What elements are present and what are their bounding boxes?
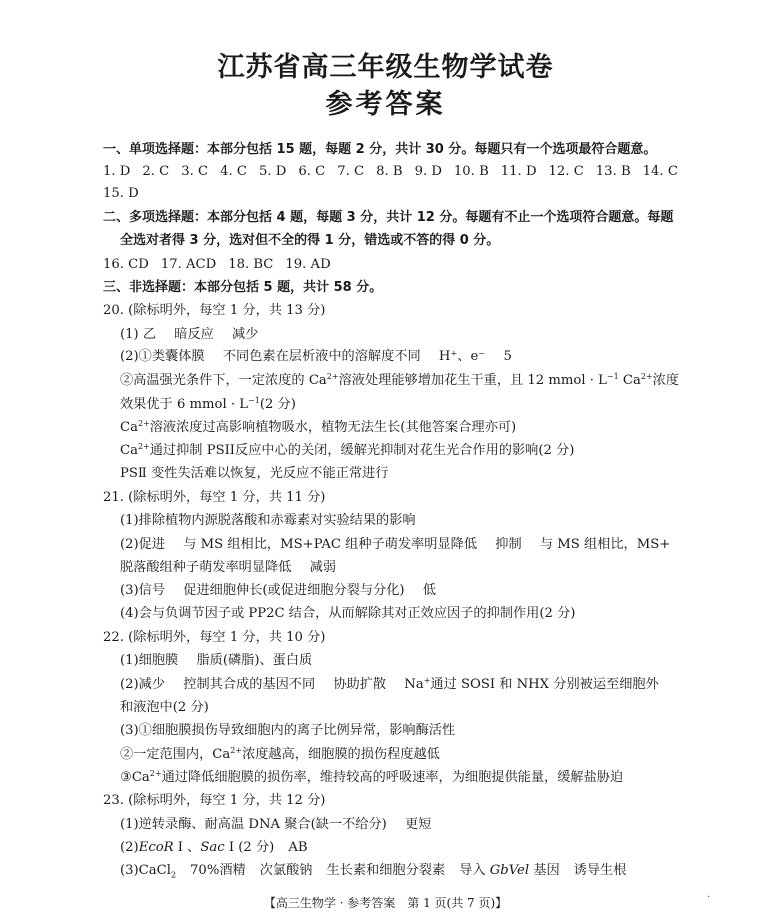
q22-p2-c: 协助扩散 xyxy=(333,677,387,692)
q21-p3-b: 促进细胞伸长(或促进细胞分裂与分化) xyxy=(183,583,405,598)
q20-p3-text: 溶液浓度过高影响植物吸水，植物无法生长(其他答案合理亦可) xyxy=(149,420,517,435)
q23-p2-prefix: (2) xyxy=(120,840,139,855)
answer-item: 5. D xyxy=(258,164,287,179)
answer-item: 6. C xyxy=(298,164,326,179)
answer-item: 19. AD xyxy=(285,257,331,272)
page-subtitle: 参考答案 xyxy=(325,89,446,120)
q21-p2-f: 减弱 xyxy=(309,560,337,575)
answer-item: 16. CD xyxy=(103,257,149,272)
answer-item: 1. D xyxy=(103,164,131,179)
q22-part2-line1 xyxy=(120,675,659,695)
q20-p2b-text-b: 溶液处理能够增加花生干重，且 12 mmol · L xyxy=(338,373,607,388)
q20-p2-d: 5 xyxy=(503,349,512,364)
section1-heading: 一、单项选择题：本部分包括 15 题，每题 2 分，共计 30 分。每题只有一个选项最符合题意。 xyxy=(103,142,657,157)
q20-p1-b: 暗反应 xyxy=(174,327,214,342)
q23-p1-a: (1)逆转录酶、耐高温 DNA 聚合(缺一不给分) xyxy=(120,817,387,832)
q22-p2-a: (2)减少 xyxy=(120,677,166,692)
q22-part3: (3)①细胞膜损伤导致细胞内的离子比例异常，影响酶活性 xyxy=(120,723,456,738)
q23-p1-b: 更短 xyxy=(405,817,432,832)
q20-p4-ion: Ca xyxy=(120,443,138,458)
answer-item: 7. C xyxy=(337,164,365,179)
q21-header: 21. (除标明外，每空 1 分，共 11 分) xyxy=(103,490,326,505)
q20-p2b-text-d: 浓度 xyxy=(652,373,679,388)
answer-item: 2. C xyxy=(142,164,170,179)
q23-p2-roman1: Ⅰ 、 xyxy=(173,840,201,855)
subscript: 2 xyxy=(170,870,177,880)
q23-part1 xyxy=(120,815,431,835)
answer-item: 3. C xyxy=(181,164,209,179)
q21-part1: (1)排除植物内源脱落酸和赤霉素对实验结果的影响 xyxy=(120,513,416,528)
answer-item: 13. B xyxy=(595,164,631,179)
q21-part2-line2 xyxy=(120,558,336,578)
q21-part2-line1 xyxy=(120,535,670,555)
answer-item: 17. ACD xyxy=(160,257,217,272)
superscript: + xyxy=(423,676,431,685)
superscript: 2+ xyxy=(137,442,150,451)
q20-p2b-text-a: ②高温强光条件下，一定浓度的 Ca xyxy=(120,373,327,388)
answer-item: 11. D xyxy=(500,164,537,179)
q22-p2-d: Na xyxy=(404,677,424,692)
q20-p4-text: 通过抑制 PSII反应中心的关闭，缓解光抑制对花生光合作用的影响(2 分) xyxy=(149,443,575,458)
q21-p2-b: 与 MS 组相比，MS+PAC 组种子萌发率明显降低 xyxy=(183,537,478,552)
section2-answers xyxy=(103,255,343,275)
q23-header: 23. (除标明外，每空 1 分，共 12 分) xyxy=(103,793,326,808)
q22-p3c-text-a: ③Ca xyxy=(120,770,150,785)
q23-p2-answer: AB xyxy=(288,840,308,855)
q20-p1-a: (1) 乙 xyxy=(120,327,157,342)
page-title: 江苏省高三年级生物学试卷 xyxy=(217,52,554,83)
q23-p3-gene: GbVel xyxy=(489,863,530,878)
q23-p3-gene-tail: 基因 xyxy=(529,863,560,878)
answer-item: 14. C xyxy=(642,164,678,179)
q22-p1-a: (1)细胞膜 xyxy=(120,653,179,668)
section3-heading: 三、非选择题：本部分包括 5 题，共计 58 分。 xyxy=(103,280,383,295)
q20-p2b-line2-text: 效果优于 6 mmol · L xyxy=(120,397,249,412)
q20-p2-a: (2)①类囊体膜 xyxy=(120,349,205,364)
q21-p3-c: 低 xyxy=(422,583,436,598)
superscript: 2+ xyxy=(640,372,653,381)
q23-p3-last: 诱导生根 xyxy=(573,863,627,878)
q22-part1 xyxy=(120,651,312,671)
q23-p3-import: 导入 xyxy=(459,863,486,878)
answer-item: 4. C xyxy=(220,164,247,179)
q20-part1 xyxy=(120,325,272,345)
q21-part4: (4)会与负调节因子或 PP2C 结合，从而解除其对正效应因子的抑制作用(2 分) xyxy=(120,606,576,621)
q20-p2b-text-c: Ca xyxy=(622,373,641,388)
superscript: 2+ xyxy=(326,372,339,381)
q22-part2-line2: 和液泡中(2 分) xyxy=(120,700,209,715)
answer-item: 18. BC xyxy=(228,257,274,272)
q22-p3b-text-a: ②一定范围内，Ca xyxy=(120,747,231,762)
q21-p3-a: (3)信号 xyxy=(120,583,166,598)
q23-p3-item1: 70%酒精 xyxy=(190,863,246,878)
section1-answers-row1 xyxy=(103,162,690,182)
q20-part2b-line2 xyxy=(120,395,296,415)
section1-answers-row2: 15. D xyxy=(103,186,139,201)
superscript: −1 xyxy=(248,396,260,405)
answer-item: 8. B xyxy=(376,164,403,179)
q20-p1-c: 减少 xyxy=(232,327,259,342)
q22-p2-b: 控制其合成的基因不同 xyxy=(183,677,316,692)
q21-part3 xyxy=(120,581,436,601)
answer-item: 10. B xyxy=(453,164,489,179)
superscript: 2+ xyxy=(149,769,162,778)
q23-part3 xyxy=(120,861,626,886)
q23-p3-item2: 次氯酸钠 xyxy=(259,863,313,878)
q22-p1-b: 脂质(磷脂)、蛋白质 xyxy=(196,653,313,668)
q23-p2-roman2: Ⅰ (2 分) xyxy=(224,840,275,855)
q22-p2-e: 通过 SOSI 和 NHX 分别被运至细胞外 xyxy=(430,677,659,692)
q20-part2b-line1 xyxy=(120,371,679,391)
answer-item: 9. D xyxy=(414,164,442,179)
superscript: −1 xyxy=(606,372,619,381)
q22-header: 22. (除标明外，每空 1 分，共 10 分) xyxy=(103,630,326,645)
q21-p2-e: 脱落酸组种子萌发率明显降低 xyxy=(120,560,292,575)
q22-part3b xyxy=(120,745,440,765)
q20-header: 20. (除标明外，每空 1 分，共 13 分) xyxy=(103,303,326,318)
q23-p2-enzyme1: EcoR xyxy=(138,840,174,855)
q23-part2 xyxy=(120,838,308,858)
q21-p2-c: 抑制 xyxy=(495,537,522,552)
q21-p2-a: (2)促进 xyxy=(120,537,166,552)
q20-p3-ion: Ca xyxy=(120,420,138,435)
q20-part5: PSⅡ 变性失活难以恢复，光反应不能正常进行 xyxy=(120,466,389,481)
q20-part4 xyxy=(120,441,574,461)
q21-p2-d: 与 MS 组相比，MS+ xyxy=(539,537,671,552)
q23-p3-item3: 生长素和细胞分裂素 xyxy=(326,863,446,878)
page-footer: 【高三生物学 · 参考答案 第 1 页(共 7 页)】 xyxy=(263,896,508,910)
q22-p3b-text-b: 浓度越高，细胞膜的损伤程度越低 xyxy=(242,747,440,762)
section2-heading-line1: 二、多项选择题：本部分包括 4 题，每题 3 分，共计 12 分。每题有不止一个选项符合题意。每题 xyxy=(103,210,674,225)
superscript: 2+ xyxy=(230,746,243,755)
answer-item: 12. C xyxy=(548,164,584,179)
q20-p2-c: H⁺、e⁻ xyxy=(438,349,486,364)
q23-p3-prefix: (3)CaCl xyxy=(120,863,171,878)
q20-part3 xyxy=(120,418,516,438)
section2-heading-line2: 全选对者得 3 分，选对但不全的得 1 分，错选或不答的得 0 分。 xyxy=(120,233,500,248)
q23-p2-enzyme2: Sac xyxy=(200,840,225,855)
q20-part2 xyxy=(120,347,526,367)
q22-p3c-text-b: 通过降低细胞膜的损伤率，维持较高的呼吸速率，为细胞提供能量，缓解盐胁迫 xyxy=(161,770,624,785)
corner-mark: · xyxy=(707,892,711,903)
q20-p2b-line2-score: (2 分) xyxy=(259,397,296,412)
q20-p2-b: 不同色素在层析液中的溶解度不同 xyxy=(222,349,421,364)
q22-part3c xyxy=(120,768,623,788)
superscript: 2+ xyxy=(137,419,150,428)
